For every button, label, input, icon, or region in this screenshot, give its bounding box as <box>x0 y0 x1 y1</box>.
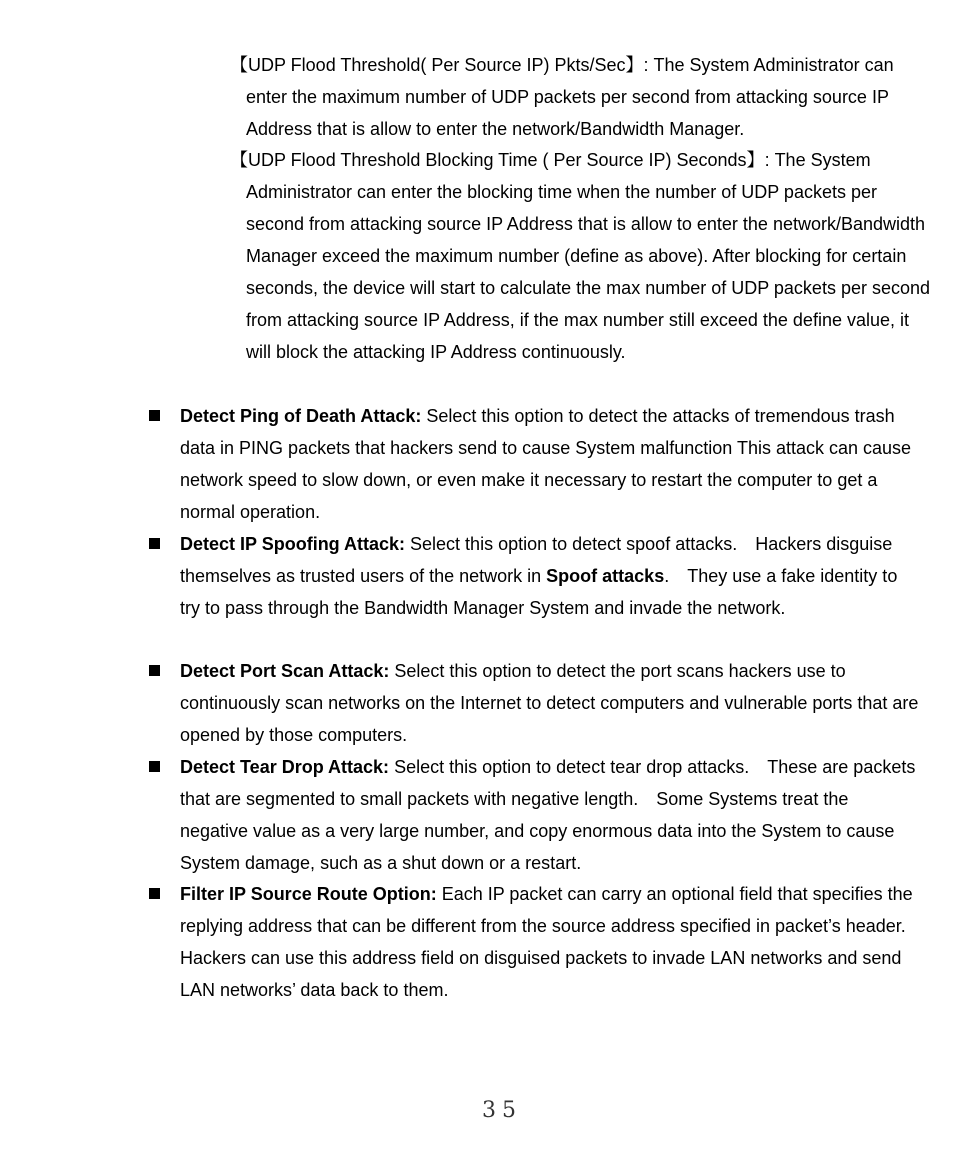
square-bullet-icon <box>149 665 160 676</box>
subitem-term: 【UDP Flood Threshold( Per Source IP) Pkts/Sec】 <box>230 55 644 75</box>
bullet-ping-of-death <box>180 400 920 528</box>
bullet-ip-spoofing <box>180 528 920 624</box>
udp-flood-blocking-time-item <box>230 144 936 368</box>
bullet-bold-phrase: Spoof attacks <box>546 566 665 586</box>
bullet-text: . They use a fake identity to try to pass through the Bandwidth Manager System and invade the network. <box>180 566 898 618</box>
subitem-text: : The System Administrator can enter the maximum number of UDP packets per second from attacking source IP Address that is allow to enter the network/Bandwidth Manager. <box>246 55 894 139</box>
square-bullet-icon <box>149 538 160 549</box>
bullet-tear-drop <box>180 751 920 879</box>
square-bullet-icon <box>149 761 160 772</box>
subitem-text: : The System Administrator can enter the blocking time when the number of UDP packets per second from attacking source IP Address that is allow to enter the network/Bandwidth Manager exceed the maximum number (define as above). After blocking for certain seconds, the device will start to calculate the max number of UDP packets per second from attacking source IP Address, if the max number still exceed the define value, it will block the attacking IP Address continuously. <box>246 150 931 362</box>
bullet-term: Filter IP Source Route Option: <box>180 884 437 904</box>
bullet-port-scan <box>180 655 920 751</box>
bullet-ip-source-route <box>180 878 920 1006</box>
bullet-term: Detect IP Spoofing Attack: <box>180 534 406 554</box>
bullet-text: Select this option to detect the attacks of tremendous trash data in PING packets that hackers send to cause System malfunction This attack can cause network speed to slow down, or even make it necessary to restart the computer to get a normal operation. <box>180 406 912 522</box>
udp-flood-threshold-item <box>230 49 936 145</box>
subitem-term: 【UDP Flood Threshold Blocking Time ( Per Source IP) Seconds】 <box>230 150 765 170</box>
bullet-text: Select this option to detect tear drop attacks. These are packets that are segmented to small packets with negative length. Some Systems treat the negative value as a very large number, and copy enormous data into the System to cause System damage, such as a shut down or a restart. <box>180 757 916 873</box>
bullet-term: Detect Tear Drop Attack: <box>180 757 390 777</box>
bullet-text: Select this option to detect spoof attacks. Hackers disguise themselves as trusted users of the network in <box>180 534 893 586</box>
page-number: 35 <box>482 1098 522 1123</box>
square-bullet-icon <box>149 410 160 421</box>
bullet-term: Detect Ping of Death Attack: <box>180 406 422 426</box>
bullet-term: Detect Port Scan Attack: <box>180 661 390 681</box>
bullet-text: Select this option to detect the port scans hackers use to continuously scan networks on the Internet to detect computers and vulnerable ports that are opened by those computers. <box>180 661 919 745</box>
bullet-text: Each IP packet can carry an optional field that specifies the replying address that can be different from the source address specified in packet’s header. Hackers can use this address field on disguised packets to invade LAN networks and send LAN networks’ data back to them. <box>180 884 913 1000</box>
square-bullet-icon <box>149 888 160 899</box>
